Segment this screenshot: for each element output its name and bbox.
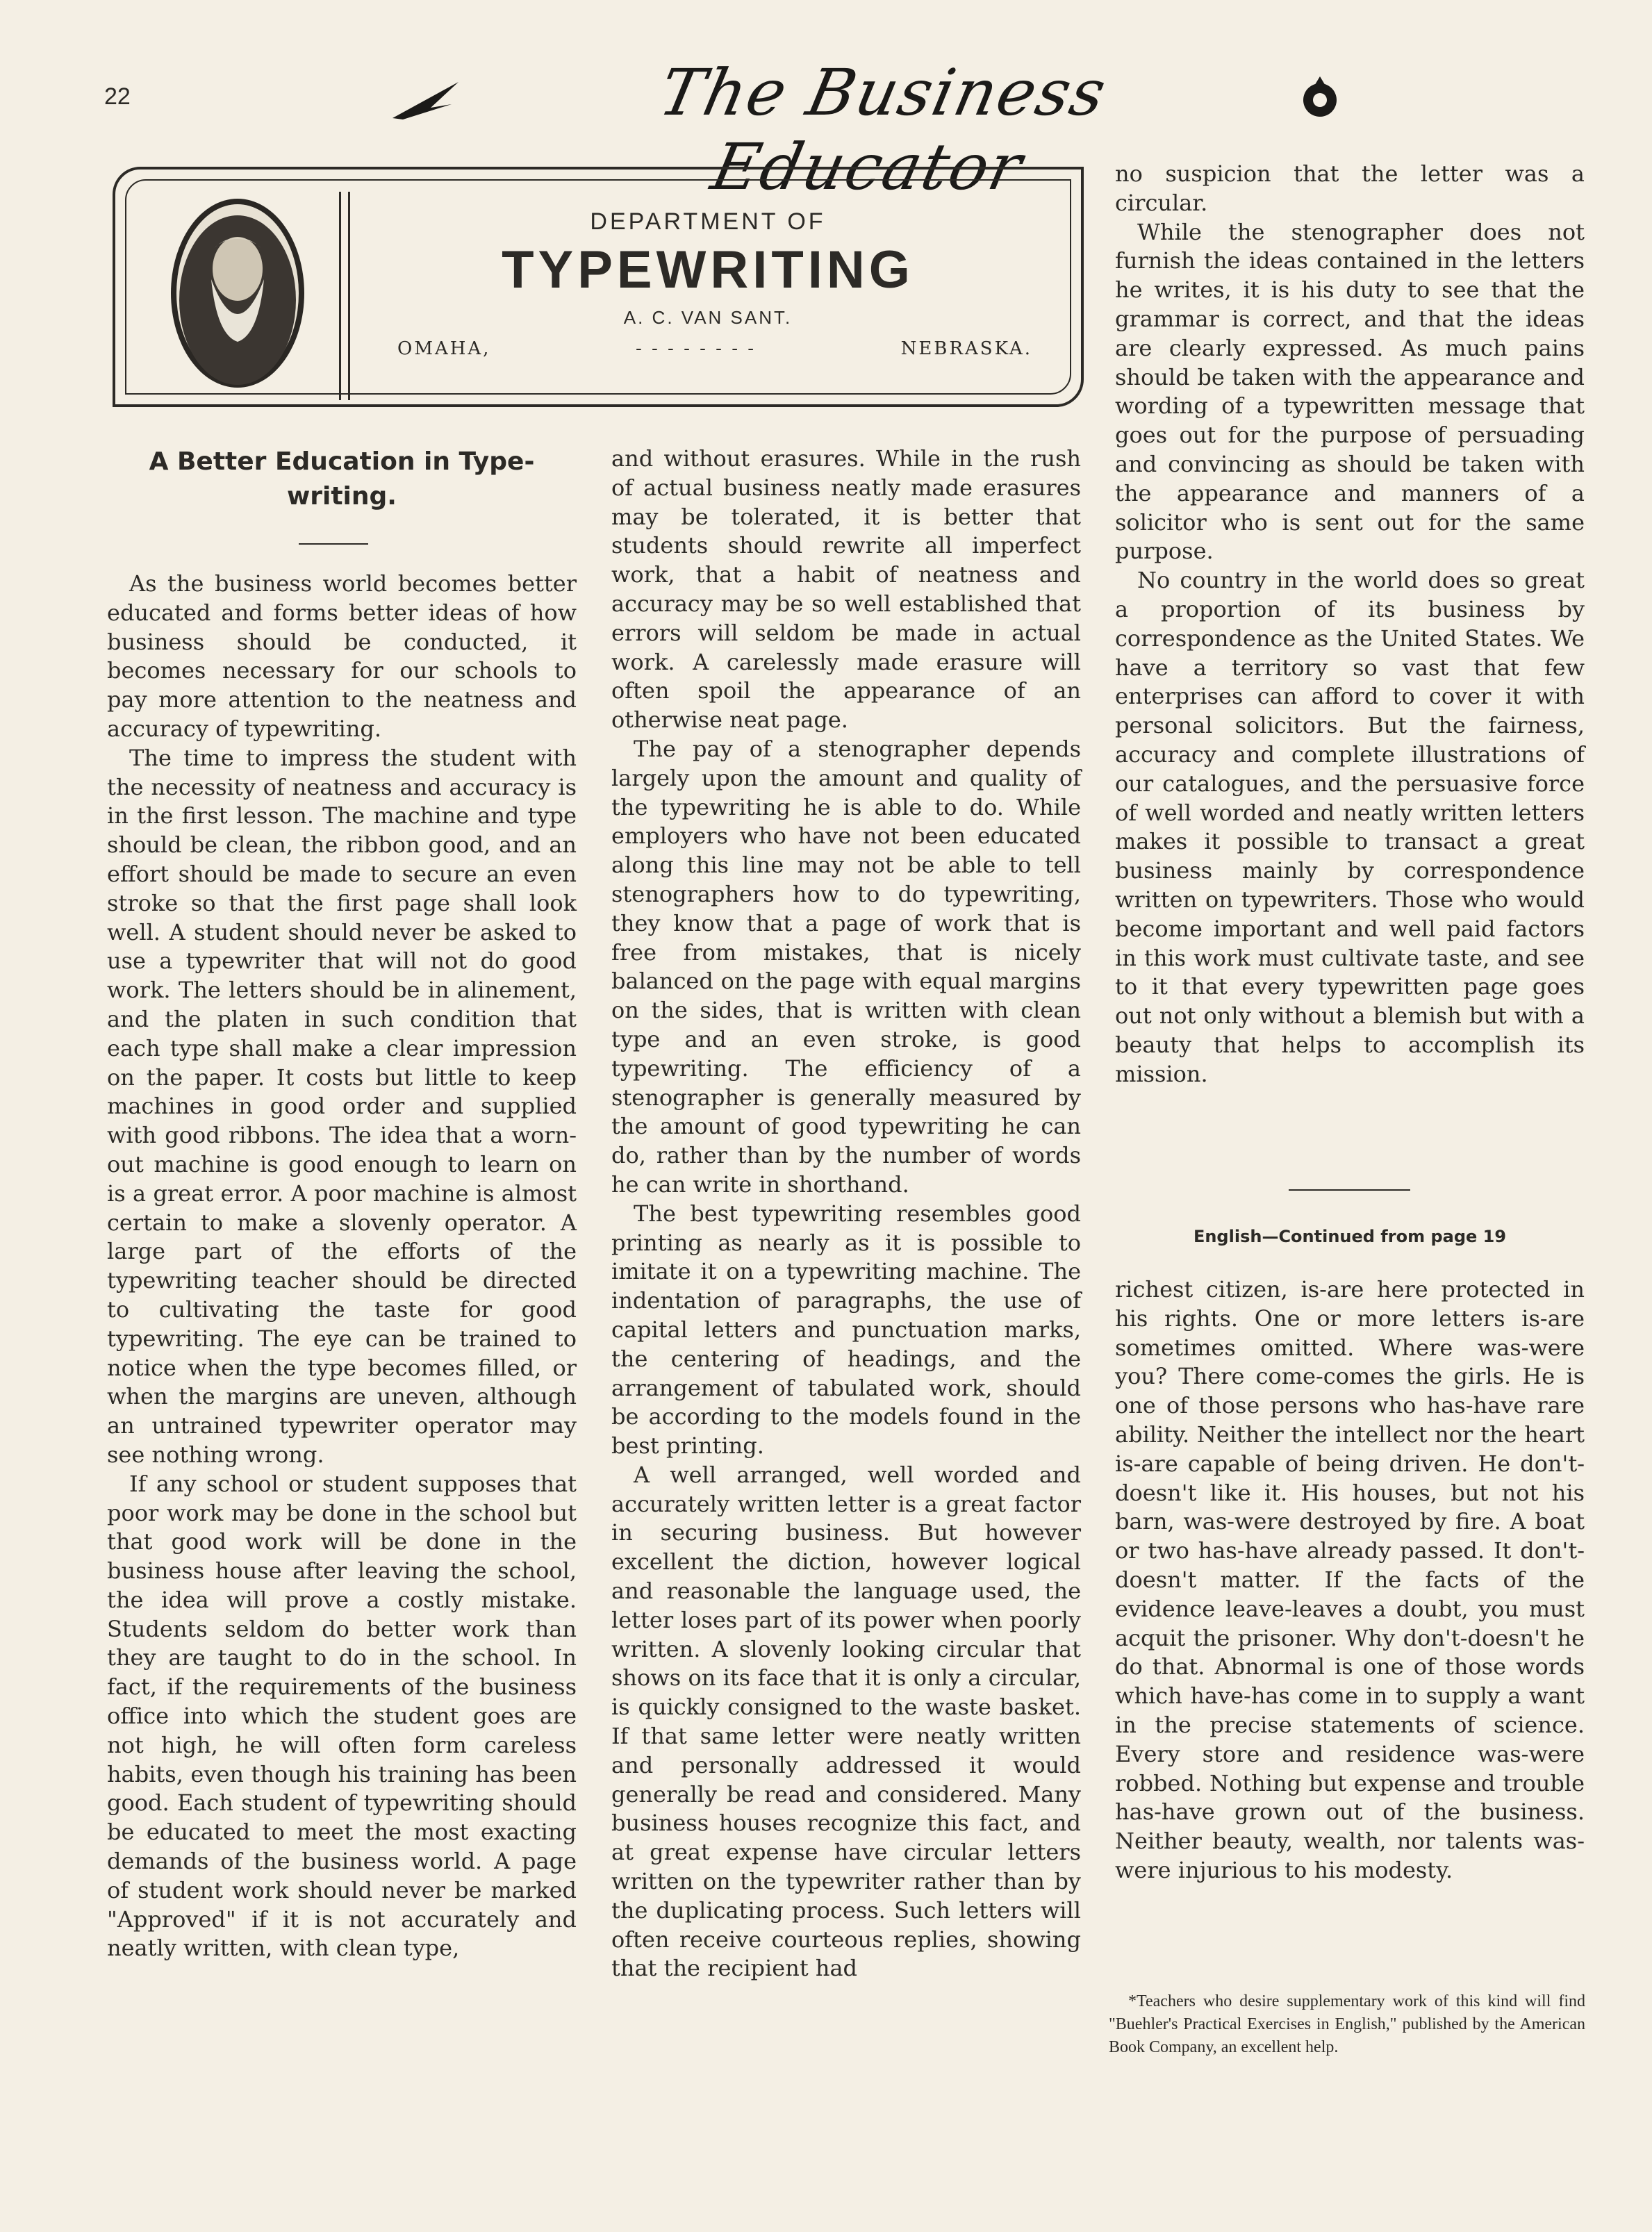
footnote-text: *Teachers who desire supplementary work of this kind will find "Buehler's Practical Exercises in English," published by the American Book Company, an excellent help. [1109, 1992, 1585, 2056]
paragraph: If any school or student supposes that poor work may be done in the school but that good work will be done in the business house after leaving the school, the idea will prove a costly mistake. Students seldom do better work than they are taught to do in the school. In fact, if the requirements of the business office into which the student goes are not high, he will often form careless habits, even though his training has been good. Each student of typewriting should be educated to meet the most exacting demands of the business world. A page of student work should never be marked "Approved" if it is not accurately and neatly written, with clean type, [107, 1470, 577, 1962]
paragraph: While the stenographer does not furnish the ideas contained in the letters he writes, it is his duty to see that the grammar is correct, and that the ideas are clearly expressed. As much pains should be taken with the appearance and wording of a typewritten message that goes out for the purpose of persuading and convincing as should be taken with the appearance and manners of a solicitor who is sent out for the same purpose. [1115, 218, 1585, 565]
article-column-3 [1115, 160, 1585, 1089]
paragraph: richest citizen, is-are here protected in his rights. One or more letters is-are sometimes omitted. Where was-were you? There come-comes the girls. He is one of those persons who has-have rare ability. Neither the intellect nor the heart is-are capable of being driven. He don't-doesn't like it. His houses, but not his barn, was-were destroyed by fire. A boat or two has-have already passed. It don't-doesn't matter. If the facts of the evidence leave-leaves a doubt, you must acquit the prisoner. Why don't-doesn't he do that. Abnormal is one of those words which have-has come in to supply a want in the precise statements of science. Every store and residence was-were robbed. Nothing but expense and trouble has-have grown out of the business. Neither beauty, wealth, nor talents was-were injurious to his modesty. [1115, 1276, 1585, 1883]
title-rule [299, 543, 368, 545]
masthead-title: The Business Educator [653, 56, 1114, 204]
location-city: OMAHA, [397, 338, 491, 359]
paragraph: The time to impress the student with the necessity of neatness and accuracy is in the first lesson. The machine and type should be clean, the ribbon good, and an effort should be made to secure an even stroke so that the first page shall look well. A student should never be asked to use a typewriter that will not do good work. The letters should be in alinement, and the platen in such condition that each type shall make a clear impression on the paper. It costs but little to keep machines in good order and supplied with good ribbons. The idea that a worn-out machine is good enough to learn on is a great error. A poor machine is almost certain to make a slovenly operator. A large part of the efforts of the typewriting teacher should be directed to cultivating the taste for good typewriting. The eye can be trained to notice when the type becomes filled, or when the margins are uneven, although an untrained typewriter operator may see nothing wrong. [107, 744, 577, 1468]
paragraph: The pay of a stenographer depends largely upon the amount and quality of the typewriting he is able to do. While employers who have not been educated along this line may not be able to tell stenographers how to do typewriting, they know that a page of work that is free from mistakes, that is nicely balanced on the page with equal margins on the sides, that is written with clean type and an even stroke, is good typewriting. The efficiency of a stenographer is generally measured by the amount of good typewriting he can do, rather than by the number of words he can write in shorthand. [611, 735, 1081, 1198]
ornament-icon [1292, 69, 1348, 125]
paragraph: A well arranged, well worded and accurately written letter is a great factor in securing business. But however excellent the diction, however logical and reasonable the language used, the letter loses part of its power when poorly written. A slovenly looking circular that shows on its face that it is only a circular, is quickly consigned to the waste basket. If that same letter were neatly written and personally addressed it would generally be read and considered. Many business houses recognize this fact, and at great expense have circular letters written on the typewriter rather than by the duplicating process. Such letters will often receive courteous replies, showing that the recipient had [611, 1461, 1081, 1982]
footnote [1109, 1990, 1585, 2059]
department-label: DEPARTMENT OF [590, 208, 826, 235]
author-portrait [168, 196, 307, 390]
paragraph: The best typewriting resembles good printing as nearly as it is possible to imitate it on a typewriting machine. The indentation of paragraphs, the use of capital letters and punctuation marks, the centering of headings, and the arrangement of tabulated work, should be according to the models found in the best printing. [611, 1200, 1081, 1460]
masthead [389, 56, 1348, 204]
quill-icon [389, 76, 465, 125]
article-column-1 [107, 570, 577, 1963]
paragraph: and without erasures. While in the rush of actual business neatly made erasures may be tolerated, it is better that students should rewrite all imperfect work, that a habit of neatness and accuracy may be so well established that errors will seldom be made in actual work. A carelessly made erasure will often spoil the appearance of an otherwise neat page. [611, 445, 1081, 734]
department-location [397, 338, 1032, 359]
continued-text [1115, 1275, 1585, 1885]
header-divider [339, 192, 350, 400]
continued-heading: English—Continued from page 19 [1193, 1227, 1507, 1246]
article-title: A Better Education in Type-writing. [149, 447, 535, 511]
page-number: 22 [104, 83, 131, 110]
department-title: TYPEWRITING [502, 240, 914, 299]
paragraph: No country in the world does so great a proportion of its business by correspondence as the United States. We have a territory so vast that few enterprises can afford to cover it with personal solicitors. But the fairness, accuracy and complete illustrations of our catalogues, and the persuasive force of well worded and neatly written letters makes it possible to transact a great business mainly by correspondence written on typewriters. Those who would become important and well paid factors in this work must cultivate taste, and see to it that every typewritten page goes out not only without a blemish but with a beauty that helps to accomplish its mission. [1115, 567, 1585, 1087]
location-dashes: - - - - - - - - [635, 338, 757, 359]
article-column-2 [611, 445, 1081, 1983]
department-header [113, 167, 1084, 407]
department-author: A. C. VAN SANT. [623, 307, 793, 328]
paragraph: As the business world becomes better educated and forms better ideas of how business should be conducted, it becomes necessary for our schools to pay more attention to the neatness and accuracy of typewriting. [107, 570, 577, 742]
paragraph: no suspicion that the letter was a circular. [1115, 160, 1585, 216]
location-state: NEBRASKA. [900, 338, 1032, 359]
section-rule [1289, 1189, 1410, 1191]
